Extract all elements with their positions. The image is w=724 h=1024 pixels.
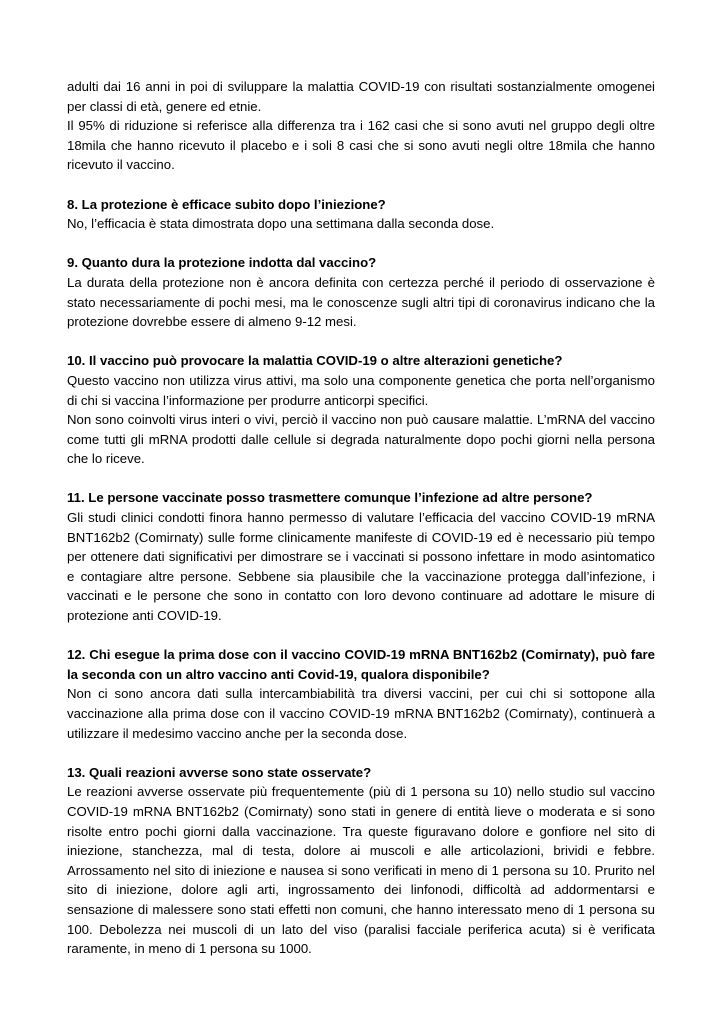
spacer (67, 626, 655, 646)
intro-section (67, 77, 655, 175)
document-page (67, 77, 655, 959)
question-heading: 11. Le persone vaccinate posso trasmettere comunque l’infezione ad altre persone? (67, 490, 593, 506)
answer-paragraph: Non sono coinvolti virus interi o vivi, perciò il vaccino non può causare malattie. L’mRNA del vaccino come tutti gli mRNA prodotti dalle cellule si degrada naturalmente dopo pochi giorni nella persona che lo riceve. (67, 412, 655, 467)
faq-item-10 (67, 351, 655, 469)
faq-item-13 (67, 763, 655, 959)
answer-paragraph: Gli studi clinici condotti finora hanno permesso di valutare l’efficacia del vaccino COVID-19 mRNA BNT162b2 (Comirnaty) sulle forme clinicamente manifeste di COVID-19 ed è necessario più tempo per ottenere dati significativi per dimostrare se i vaccinati si possono infettare in modo asintomatico e contagiare altre persone. Sebbene sia plausibile che la vaccinazione protegga dall’infezione, i vaccinati e le persone che sono in contatto con loro devono continuare ad adottare le misure di protezione anti COVID-19. (67, 510, 655, 624)
faq-item-9 (67, 253, 655, 331)
paragraph: Il 95% di riduzione si referisce alla differenza tra i 162 casi che si sono avuti nel gruppo degli oltre 18mila che hanno ricevuto il placebo e i soli 8 casi che si sono avuti negli oltre 18mila che hanno ricevuto il vaccino. (67, 118, 655, 173)
paragraph: adulti dai 16 anni in poi di sviluppare la malattia COVID-19 con risultati sostanzialmente omogenei per classi di età, genere ed etnie. (67, 79, 655, 114)
faq-item-12 (67, 645, 655, 743)
faq-item-11 (67, 488, 655, 625)
answer-paragraph: No, l’efficacia è stata dimostrata dopo una settimana dalla seconda dose. (67, 216, 495, 232)
question-heading: 12. Chi esegue la prima dose con il vaccino COVID-19 mRNA BNT162b2 (Comirnaty), può fare la seconda con un altro vaccino anti Covid-19, qualora disponibile? (67, 647, 655, 682)
faq-item-8 (67, 195, 655, 234)
question-heading: 13. Quali reazioni avverse sono state osservate? (67, 764, 372, 780)
spacer (67, 175, 655, 195)
answer-paragraph: Non ci sono ancora dati sulla intercambiabilità tra diversi vaccini, per cui chi si sottopone alla vaccinazione alla prima dose con il vaccino COVID-19 mRNA BNT162b2 (Comirnaty), continuerà a utilizzare il medesimo vaccino anche per la seconda dose. (67, 686, 655, 741)
question-heading: 10. Il vaccino può provocare la malattia COVID-19 o altre alterazioni genetiche? (67, 353, 563, 369)
spacer (67, 234, 655, 254)
question-heading: 9. Quanto dura la protezione indotta dal vaccino? (67, 255, 377, 271)
spacer (67, 332, 655, 352)
answer-paragraph: Questo vaccino non utilizza virus attivi, ma solo una componente genetica che porta nell’organismo di chi si vaccina l’informazione per produrre anticorpi specifici. (67, 372, 655, 408)
spacer (67, 469, 655, 489)
question-heading: 8. La protezione è efficace subito dopo l’iniezione? (67, 196, 386, 212)
spacer (67, 743, 655, 763)
answer-paragraph: La durata della protezione non è ancora definita con certezza perché il periodo di osservazione è stato necessariamente di pochi mesi, ma le conoscenze sugli altri tipi di coronavirus indicano che la protezione dovrebbe essere di almeno 9-12 mesi. (67, 274, 655, 330)
answer-paragraph: Le reazioni avverse osservate più frequentemente (più di 1 persona su 10) nello studio sul vaccino COVID-19 mRNA BNT162b2 (Comirnaty) sono stati in genere di entità lieve o moderata e si sono risolte entro pochi giorni dalla vaccinazione. Tra queste figuravano dolore e gonfiore nel sito di iniezione, stanchezza, mal di testa, dolore ai muscoli e alle articolazioni, brividi e febbre. Arrossamento nel sito di iniezione e nausea si sono verificati in meno di 1 persona su 10. Prurito nel sito di iniezione, dolore agli arti, ingrossamento dei linfonodi, difficoltà ad addormentarsi e sensazione di malessere sono stati effetti non comuni, che hanno interessato meno di 1 persona su 100. Debolezza nei muscoli di un lato del viso (paralisi facciale periferica acuta) si è verificata raramente, in meno di 1 persona su 1000. (67, 784, 655, 957)
